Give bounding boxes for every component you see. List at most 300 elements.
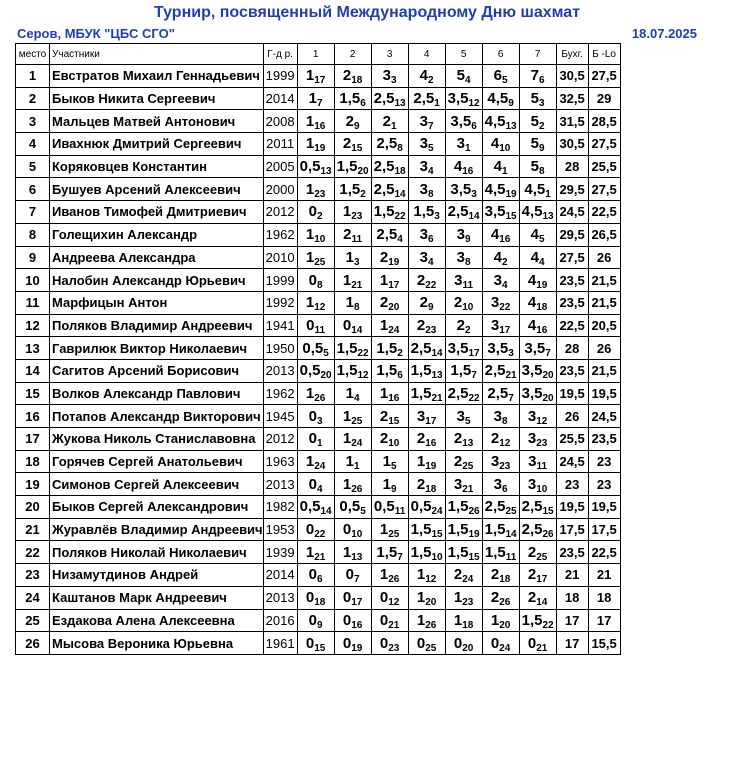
round-6-result [482, 201, 519, 224]
round-opponent: 25 [536, 551, 548, 563]
round-5-result [445, 473, 482, 496]
round-opponent: 17 [499, 324, 511, 336]
round-5-result [445, 110, 482, 133]
round-opponent: 21 [431, 392, 443, 404]
round-2-result [334, 133, 371, 156]
round-opponent: 15 [505, 211, 517, 223]
round-3-result [371, 314, 408, 337]
round-points: 0,5 [410, 498, 432, 516]
round-points: 1 [305, 248, 315, 266]
round-opponent: 26 [468, 506, 480, 518]
round-opponent: 17 [468, 347, 480, 359]
round-opponent: 7 [508, 392, 514, 404]
round-2-result [334, 269, 371, 292]
place-cell: 1 [16, 65, 50, 88]
round-7-result [519, 155, 556, 178]
round-points: 2 [453, 453, 463, 471]
round-opponent: 25 [505, 506, 517, 518]
round-opponent: 24 [499, 642, 511, 654]
round-opponent: 7 [471, 370, 477, 382]
round-1-result [297, 291, 334, 314]
round-opponent: 4 [397, 234, 403, 246]
round-points: 2,5 [484, 498, 506, 516]
round-opponent: 6 [502, 483, 508, 495]
buchholz-cell: 28 [556, 155, 588, 178]
round-opponent: 15 [351, 143, 363, 155]
round-4-result [408, 269, 445, 292]
header-row [16, 44, 621, 65]
round-points: 0 [308, 430, 317, 448]
round-2-result [334, 405, 371, 428]
participant-name: Марфицын Антон [50, 291, 264, 314]
table-row [16, 178, 621, 201]
round-2-result [334, 518, 371, 541]
round-points: 0,5 [302, 339, 324, 357]
round-4-result [408, 609, 445, 632]
round-points: 2 [419, 294, 428, 312]
round-opponent: 23 [351, 211, 363, 223]
round-points: 3 [419, 158, 428, 176]
round-points: 1,5 [413, 203, 435, 221]
round-opponent: 10 [462, 302, 474, 314]
round-opponent: 24 [351, 438, 363, 450]
round-7-result [519, 496, 556, 519]
elo-cell: 23 [588, 473, 620, 496]
round-points: 0 [453, 634, 463, 652]
round-points: 2,5 [410, 339, 432, 357]
round-opponent: 19 [505, 188, 517, 200]
round-2-result [334, 87, 371, 110]
round-opponent: 13 [505, 120, 517, 132]
round-points: 0 [306, 316, 315, 334]
participant-name: Ивахнюк Дмитрий Сергеевич [50, 133, 264, 156]
round-5-result [445, 246, 482, 269]
birth-year-cell: 2010 [263, 246, 297, 269]
round-points: 0 [308, 407, 317, 425]
round-points: 2,5 [373, 180, 395, 198]
place-cell: 9 [16, 246, 50, 269]
round-opponent: 23 [388, 642, 400, 654]
round-opponent: 12 [425, 574, 437, 586]
round-points: 2 [490, 430, 500, 448]
round-opponent: 10 [314, 234, 326, 246]
round-points: 4 [419, 67, 428, 85]
tournament-title: Турнир, посвященный Международному Дню шахмат [153, 4, 581, 21]
round-opponent: 23 [425, 324, 437, 336]
round-2-result [334, 473, 371, 496]
round-4-result [408, 359, 445, 382]
round-4-result [408, 65, 445, 88]
birth-year-cell: 2014 [263, 564, 297, 587]
elo-cell: 20,5 [588, 314, 620, 337]
participant-name: Жукова Николь Станиславовна [50, 428, 264, 451]
buchholz-cell: 22,5 [556, 314, 588, 337]
round-points: 1 [305, 226, 315, 244]
round-opponent: 9 [354, 120, 360, 132]
round-opponent: 5 [502, 75, 508, 87]
elo-cell: 22,5 [588, 201, 620, 224]
round-points: 1 [379, 521, 389, 539]
round-5-result [445, 223, 482, 246]
round-points: 5 [530, 112, 539, 130]
round-points: 0,5 [373, 498, 395, 516]
round-opponent: 25 [388, 529, 400, 541]
round-opponent: 20 [388, 302, 400, 314]
round-1-result [297, 87, 334, 110]
round-3-result [371, 337, 408, 360]
round-2-result [334, 65, 371, 88]
round-opponent: 22 [394, 211, 406, 223]
round-2-result [334, 178, 371, 201]
participant-name: Поляков Николай Николаевич [50, 541, 264, 564]
round-opponent: 2 [539, 120, 545, 132]
round-1-result [297, 405, 334, 428]
round-3-result [371, 291, 408, 314]
elo-cell: 19,5 [588, 496, 620, 519]
round-1-result [297, 223, 334, 246]
round-opponent: 12 [536, 415, 548, 427]
round-opponent: 12 [388, 597, 400, 609]
round-opponent: 20 [462, 642, 474, 654]
round-opponent: 18 [351, 75, 363, 87]
round-opponent: 10 [351, 529, 363, 541]
round-points: 3 [493, 271, 502, 289]
round-points: 1 [382, 453, 391, 471]
round-2-result [334, 337, 371, 360]
round-6-result [482, 87, 519, 110]
birth-year-cell: 2013 [263, 586, 297, 609]
place-cell: 4 [16, 133, 50, 156]
round-6-result [482, 450, 519, 473]
round-opponent: 19 [351, 642, 363, 654]
round-points: 1 [305, 543, 315, 561]
participant-name: Журавлёв Владимир Андреевич [50, 518, 264, 541]
round-points: 2 [527, 589, 537, 607]
table-row [16, 201, 621, 224]
elo-cell: 21,5 [588, 269, 620, 292]
round-points: 4,5 [487, 90, 509, 108]
participant-name: Ездакова Алена Алексеевна [50, 609, 264, 632]
round-points: 4,5 [484, 180, 506, 198]
round-opponent: 1 [391, 120, 397, 132]
col-round-7-header: 7 [519, 44, 556, 65]
place-cell: 8 [16, 223, 50, 246]
elo-cell: 18 [588, 586, 620, 609]
place-cell: 11 [16, 291, 50, 314]
table-row [16, 65, 621, 88]
col-buchholz-header: Бухг. [556, 44, 588, 65]
round-points: 2 [342, 135, 352, 153]
round-opponent: 22 [499, 302, 511, 314]
round-points: 2 [453, 430, 463, 448]
round-opponent: 19 [468, 529, 480, 541]
round-points: 3 [490, 294, 500, 312]
round-opponent: 6 [317, 574, 323, 586]
round-points: 3,5 [447, 90, 469, 108]
round-opponent: 22 [468, 392, 480, 404]
round-points: 1 [308, 90, 317, 108]
round-1-result [297, 201, 334, 224]
round-5-result [445, 564, 482, 587]
round-2-result [334, 155, 371, 178]
round-points: 2,5 [376, 226, 398, 244]
round-opponent: 15 [314, 642, 326, 654]
round-opponent: 9 [317, 619, 323, 631]
round-opponent: 26 [351, 483, 363, 495]
buchholz-cell: 32,5 [556, 87, 588, 110]
col-elo-header: Б -Lo [588, 44, 620, 65]
buchholz-cell: 23,5 [556, 541, 588, 564]
round-2-result [334, 291, 371, 314]
round-7-result [519, 359, 556, 382]
round-opponent: 14 [468, 211, 480, 223]
place-cell: 24 [16, 586, 50, 609]
round-4-result [408, 133, 445, 156]
round-opponent: 1 [545, 188, 551, 200]
round-points: 0 [308, 203, 317, 221]
round-opponent: 16 [536, 324, 548, 336]
round-1-result [297, 541, 334, 564]
round-6-result [482, 178, 519, 201]
round-7-result [519, 473, 556, 496]
round-opponent: 14 [536, 597, 548, 609]
round-opponent: 17 [314, 75, 326, 87]
round-5-result [445, 518, 482, 541]
buchholz-cell: 29,5 [556, 223, 588, 246]
round-opponent: 26 [388, 574, 400, 586]
col-round-2-header: 2 [334, 44, 371, 65]
round-points: 4,5 [521, 203, 543, 221]
table-row [16, 110, 621, 133]
round-opponent: 10 [536, 483, 548, 495]
round-points: 3 [527, 475, 537, 493]
round-points: 0 [308, 566, 317, 584]
round-3-result [371, 359, 408, 382]
round-points: 1 [490, 611, 500, 629]
round-1-result [297, 586, 334, 609]
round-points: 2 [527, 543, 537, 561]
round-points: 1,5 [339, 180, 361, 198]
round-points: 0 [379, 634, 389, 652]
round-points: 2 [379, 294, 389, 312]
place-cell: 20 [16, 496, 50, 519]
round-5-result [445, 609, 482, 632]
round-opponent: 19 [536, 279, 548, 291]
round-opponent: 10 [499, 143, 511, 155]
participant-name: Волков Александр Павлович [50, 382, 264, 405]
round-opponent: 3 [508, 347, 514, 359]
round-opponent: 26 [542, 529, 554, 541]
round-1-result [297, 155, 334, 178]
round-points: 3 [419, 248, 428, 266]
round-opponent: 3 [317, 415, 323, 427]
round-points: 1,5 [484, 521, 506, 539]
table-row [16, 223, 621, 246]
round-opponent: 3 [354, 256, 360, 268]
elo-cell: 27,5 [588, 133, 620, 156]
round-opponent: 11 [314, 324, 326, 336]
round-1-result [297, 382, 334, 405]
table-row [16, 473, 621, 496]
round-points: 1,5 [447, 521, 469, 539]
round-points: 0,5 [299, 158, 321, 176]
round-opponent: 23 [314, 188, 326, 200]
round-points: 2,5 [521, 521, 543, 539]
round-points: 0 [308, 271, 317, 289]
participant-name: Голещихин Александр [50, 223, 264, 246]
round-points: 2 [382, 112, 391, 130]
round-3-result [371, 518, 408, 541]
birth-year-cell: 1963 [263, 450, 297, 473]
round-points: 3 [419, 226, 428, 244]
participant-name: Симонов Сергей Алексеевич [50, 473, 264, 496]
place-cell: 10 [16, 269, 50, 292]
round-7-result [519, 65, 556, 88]
round-7-result [519, 632, 556, 655]
buchholz-cell: 18 [556, 586, 588, 609]
standings-table [15, 43, 621, 655]
round-opponent: 6 [397, 370, 403, 382]
round-points: 2 [379, 248, 389, 266]
round-1-result [297, 269, 334, 292]
round-opponent: 8 [502, 415, 508, 427]
round-5-result [445, 632, 482, 655]
round-points: 1 [342, 475, 352, 493]
round-4-result [408, 246, 445, 269]
round-points: 3 [490, 316, 500, 334]
round-4-result [408, 405, 445, 428]
round-opponent: 14 [394, 188, 406, 200]
round-points: 0 [305, 634, 315, 652]
elo-cell: 29 [588, 87, 620, 110]
round-6-result [482, 609, 519, 632]
round-points: 4 [493, 158, 502, 176]
round-7-result [519, 291, 556, 314]
round-points: 1 [416, 566, 426, 584]
round-opponent: 20 [499, 619, 511, 631]
round-7-result [519, 337, 556, 360]
round-opponent: 12 [357, 370, 369, 382]
participant-name: Мысова Вероника Юрьевна [50, 632, 264, 655]
round-3-result [371, 87, 408, 110]
round-points: 2,5 [413, 90, 435, 108]
buchholz-cell: 30,5 [556, 65, 588, 88]
round-opponent: 20 [542, 370, 554, 382]
round-points: 3,5 [521, 384, 543, 402]
round-5-result [445, 291, 482, 314]
round-points: 1 [453, 611, 463, 629]
round-3-result [371, 586, 408, 609]
participant-name: Низамутдинов Андрей [50, 564, 264, 587]
round-points: 0 [345, 566, 354, 584]
table-row [16, 314, 621, 337]
round-5-result [445, 337, 482, 360]
round-opponent: 13 [462, 438, 474, 450]
round-points: 1 [305, 135, 315, 153]
round-opponent: 5 [539, 234, 545, 246]
birth-year-cell: 2008 [263, 110, 297, 133]
birth-year-cell: 2012 [263, 201, 297, 224]
table-row [16, 382, 621, 405]
round-opponent: 24 [462, 574, 474, 586]
participant-name: Коряковцев Константин [50, 155, 264, 178]
place-cell: 5 [16, 155, 50, 178]
round-points: 2 [379, 407, 389, 425]
round-opponent: 15 [431, 529, 443, 541]
round-points: 0,5 [299, 362, 321, 380]
birth-year-cell: 1982 [263, 496, 297, 519]
round-opponent: 16 [499, 234, 511, 246]
round-points: 0 [379, 611, 389, 629]
round-2-result [334, 359, 371, 382]
round-opponent: 25 [425, 642, 437, 654]
round-2-result [334, 223, 371, 246]
round-points: 1 [305, 453, 315, 471]
round-points: 1 [345, 294, 354, 312]
round-points: 1 [416, 589, 426, 607]
place-cell: 18 [16, 450, 50, 473]
round-points: 1 [342, 203, 352, 221]
round-1-result [297, 496, 334, 519]
round-points: 0 [308, 611, 317, 629]
round-points: 1,5 [376, 543, 398, 561]
round-opponent: 7 [545, 347, 551, 359]
round-opponent: 15 [468, 551, 480, 563]
elo-cell: 26 [588, 337, 620, 360]
round-opponent: 6 [471, 120, 477, 132]
round-3-result [371, 428, 408, 451]
round-opponent: 13 [394, 98, 406, 110]
round-7-result [519, 246, 556, 269]
round-3-result [371, 223, 408, 246]
round-points: 2,5 [373, 90, 395, 108]
round-points: 4 [493, 248, 502, 266]
round-points: 3 [456, 248, 465, 266]
round-opponent: 16 [388, 392, 400, 404]
round-points: 2,5 [373, 158, 395, 176]
standings-body [16, 65, 621, 655]
col-round-1-header: 1 [297, 44, 334, 65]
birth-year-cell: 2000 [263, 178, 297, 201]
round-points: 0 [416, 634, 426, 652]
round-points: 0 [305, 521, 315, 539]
elo-cell: 28,5 [588, 110, 620, 133]
birth-year-cell: 2016 [263, 609, 297, 632]
buchholz-cell: 19,5 [556, 382, 588, 405]
round-2-result [334, 428, 371, 451]
round-opponent: 7 [354, 574, 360, 586]
round-points: 3,5 [524, 339, 546, 357]
round-opponent: 22 [357, 347, 369, 359]
table-row [16, 496, 621, 519]
round-opponent: 7 [317, 98, 323, 110]
place-cell: 3 [16, 110, 50, 133]
round-points: 3,5 [450, 180, 472, 198]
round-points: 4 [530, 226, 539, 244]
birth-year-cell: 1992 [263, 291, 297, 314]
place-cell: 15 [16, 382, 50, 405]
round-6-result [482, 518, 519, 541]
round-opponent: 13 [320, 166, 332, 178]
round-points: 0 [342, 521, 352, 539]
round-points: 3 [454, 271, 463, 289]
participant-name: Евстратов Михаил Геннадьевич [50, 65, 264, 88]
round-2-result [334, 110, 371, 133]
round-opponent: 21 [351, 279, 363, 291]
col-round-3-header: 3 [371, 44, 408, 65]
round-points: 1,5 [521, 611, 543, 629]
round-points: 0 [490, 634, 500, 652]
